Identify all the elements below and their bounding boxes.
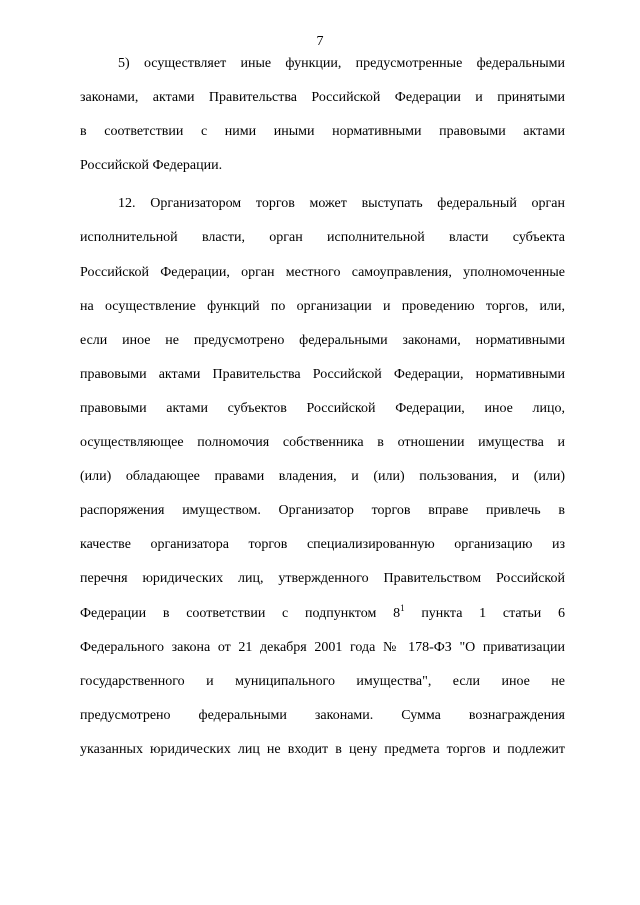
text-line: на осуществление функций по организации и проведению торгов, или, — [80, 298, 565, 314]
text-line: распоряжения имуществом. Организатор торгов вправе привлечь в — [80, 503, 565, 519]
superscript: 1 — [400, 602, 405, 613]
text-line: 12. Организатором торгов может выступать федеральный орган — [118, 196, 565, 212]
text-line: исполнительной власти, орган исполнительной власти субъекта — [80, 230, 565, 246]
text-line: указанных юридических лиц не входит в цену предмета торгов и подлежит — [80, 741, 565, 757]
text-line: Федерального закона от 21 декабря 2001 года № 178-ФЗ "О приватизации — [80, 639, 565, 655]
text-line: качестве организатора торгов специализированную организацию из — [80, 537, 565, 553]
body-text — [80, 47, 565, 767]
text-line: Российской Федерации. — [80, 158, 223, 174]
text-line-with-superscript — [80, 597, 565, 631]
text-line: перечня юридических лиц, утвержденного Правительством Российской — [80, 571, 565, 587]
text-line: в соответствии с ними иными нормативными правовыми актами — [80, 124, 565, 140]
text-line: правовыми актами Правительства Российской Федерации, нормативными — [80, 366, 565, 382]
text-line: правовыми актами субъектов Российской Федерации, иное лицо, — [80, 400, 565, 416]
text-line: законами, актами Правительства Российской Федерации и принятыми — [80, 90, 565, 106]
page-number: 7 — [316, 34, 324, 49]
text-line: осуществляющее полномочия собственника в отношении имущества и — [80, 435, 565, 451]
text-line: Российской Федерации, орган местного самоуправления, уполномоченные — [80, 264, 565, 280]
text-line: государственного и муниципального имущества", если иное не — [80, 673, 565, 689]
text-line: 5) осуществляет иные функции, предусмотренные федеральными — [118, 56, 565, 71]
text-fragment: Федерации в соответствии с подпунктом 8 — [80, 605, 401, 621]
text-line: если иное не предусмотрено федеральными законами, нормативными — [80, 332, 565, 348]
text-line: предусмотрено федеральными законами. Сумма вознаграждения — [80, 707, 565, 723]
text-fragment: пункта 1 статьи 6 — [404, 605, 565, 621]
text-line: (или) обладающее правами владения, и (или) пользования, и (или) — [80, 469, 565, 485]
